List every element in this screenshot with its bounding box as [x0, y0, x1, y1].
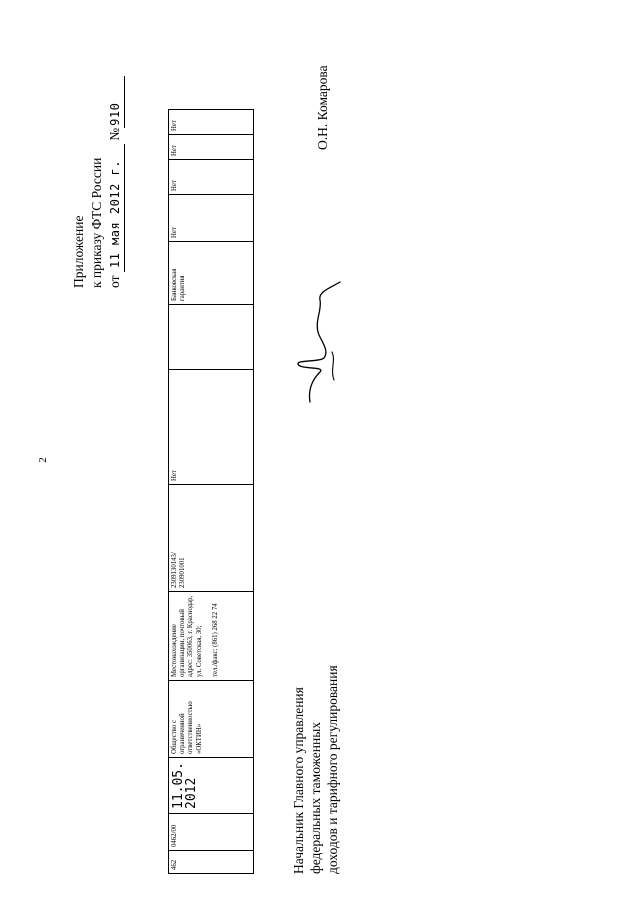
- table-cell: [169, 758, 254, 814]
- cell-date: 11.05. 2012: [171, 762, 199, 809]
- cell-address: Местонахождение организации, почтовый адрес: 350063, г. Краснодар, ул. Советская, 30; тел./факс: (861) 268 22 74: [171, 595, 220, 678]
- appendix-header: [70, 76, 125, 288]
- cell-branches: Нет: [171, 470, 178, 482]
- cell-organization-name: Общество с ограниченной ответственностью «ОКТИН»: [171, 701, 203, 755]
- appendix-title: Приложение: [71, 215, 86, 288]
- signatory-name: О.Н. Комарова: [315, 65, 330, 150]
- number-prefix: №: [107, 127, 122, 141]
- registry-table: [168, 109, 254, 874]
- table-cell: [169, 242, 254, 305]
- cell-no-1: Нет: [171, 227, 178, 239]
- order-number: 910: [106, 76, 125, 128]
- table-cell: [169, 110, 254, 135]
- table-cell: [169, 851, 254, 874]
- cell-inn-kpp: 2309130143/ 230901001: [171, 552, 187, 589]
- signatory-title: [290, 665, 341, 874]
- table-cell: [169, 370, 254, 485]
- cell-registration-number: 0462/00: [171, 824, 178, 847]
- table-cell: [169, 592, 254, 681]
- signatory-title-line2: федеральных таможенных: [308, 721, 323, 874]
- table-row: [169, 110, 254, 874]
- table-cell: [169, 485, 254, 592]
- table-cell: [169, 195, 254, 242]
- cell-no-4: Нет: [171, 120, 178, 132]
- signatory-title-line1: Начальник Главного управления: [291, 687, 306, 874]
- page-number: 2: [36, 457, 49, 463]
- signatory-title-line3: доходов и тарифного регулирования: [325, 665, 340, 874]
- date-prefix: от: [107, 275, 122, 288]
- cell-no-2: Нет: [171, 180, 178, 192]
- order-date: 11 мая 2012 г.: [106, 144, 125, 272]
- table-cell: [169, 814, 254, 851]
- table-cell: [169, 135, 254, 160]
- cell-row-number: 462: [171, 859, 178, 870]
- table-cell: [169, 305, 254, 370]
- appendix-order-ref: к приказу ФТС России: [89, 157, 104, 288]
- cell-guarantee-type: Банковская гарантия: [171, 268, 187, 302]
- handwritten-signature: [290, 280, 350, 410]
- cell-no-3: Нет: [171, 145, 178, 157]
- table-cell: [169, 160, 254, 195]
- table-cell: [169, 681, 254, 758]
- appendix-date-line: [106, 76, 125, 288]
